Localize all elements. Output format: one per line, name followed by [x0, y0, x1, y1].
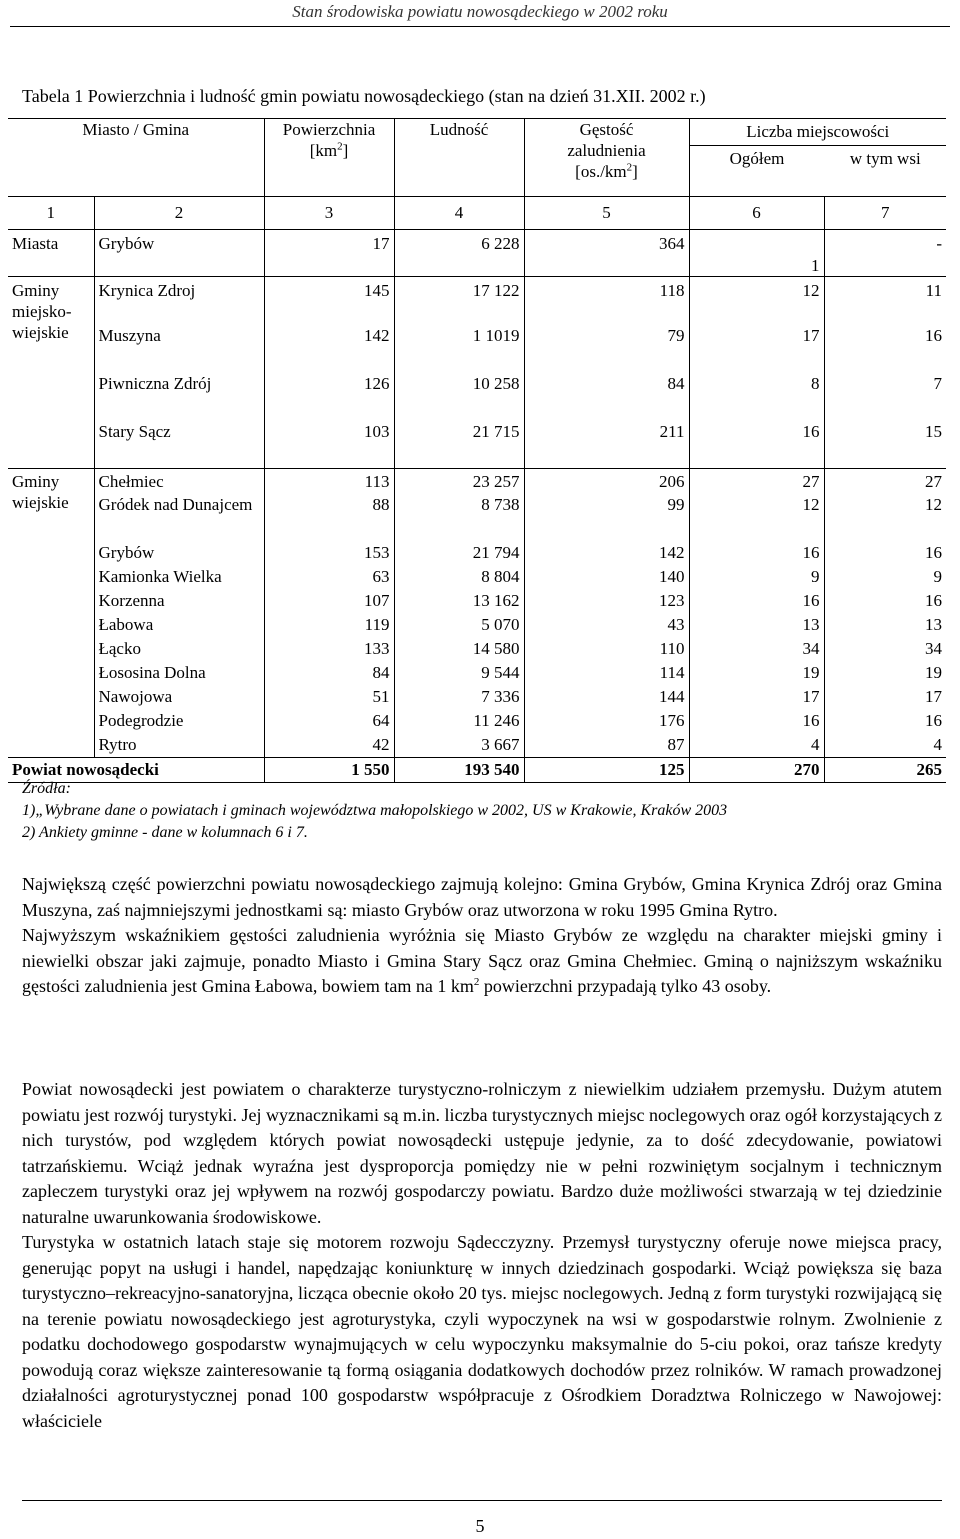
table-row: Miasta Grybów 17 6 228 364 1 - [8, 230, 946, 277]
table-row: Piwniczna Zdrój 126 10 258 84 8 7 [8, 373, 946, 421]
header-villages: w tym wsi [849, 149, 921, 168]
group-wiejskie: Gminy wiejskie [8, 469, 94, 758]
table-row: Łososina Dolna 84 9 544 114 19 19 [8, 661, 946, 685]
table-row: Łabowa 119 5 070 43 13 13 [8, 613, 946, 637]
group-miejsko-wiejskie: Gminy miejsko-wiejskie [8, 277, 94, 469]
paragraph-density: Najwyższym wskaźnikiem gęstości zaludnienia wyróżnia się Miasto Grybów ze względu na charakter miejski gminy i niewielki obszar jaki zajmuje, ponadto Miasto i Gmina Stary Sącz oraz Gmina Chełmiec. Gminą o najniższym wskaźniku gęstości zaludnienia jest Gmina Łabowa, bowiem tam na 1 $km^2$ powierzchni przypadają tylko 43 osoby. [22, 925, 942, 996]
paragraph-area: Największą część powierzchni powiatu nowosądeckiego zajmują kolejno: Gmina Grybów, Gmina Krynica Zdrój oraz Gmina Muszyna, zaś najmniejszymi jednostkami są: miasto Grybów oraz utworzona w roku 1995 Gmina Rytro. [22, 874, 942, 920]
table-row: Gródek nad Dunajcem 88 8 738 99 12 12 [8, 493, 946, 541]
table-row: Stary Sącz 103 21 715 211 16 15 [8, 421, 946, 469]
running-header: Stan środowiska powiatu nowosądeckiego w 2002 roku [292, 2, 668, 21]
table-row: Rytro 42 3 667 87 4 4 [8, 733, 946, 758]
source-line-2: 2) Ankiety gminne - dane w kolumnach 6 i 7. [22, 824, 308, 841]
table-row: Kamionka Wielka 63 8 804 140 9 9 [8, 565, 946, 589]
paragraph-block-2 [22, 1077, 942, 1434]
source-line-1: 1)„Wybrane dane o powiatach i gminach województwa małopolskiego w 2002, US w Krakowie, Kraków 2003 [22, 802, 728, 819]
sources-title: Źródła: [22, 780, 71, 797]
table-row: Muszyna 142 1 1019 79 17 16 [8, 325, 946, 373]
header-population: Ludność [394, 119, 524, 197]
table-row: Gminy miejsko-wiejskie Krynica Zdroj 145 17 122 118 12 11 [8, 277, 946, 325]
table-row: Podegrodzie 64 11 246 176 16 16 [8, 709, 946, 733]
total-row: Powiat nowosądecki 1 550 193 540 125 270 265 [8, 757, 946, 782]
page-number: 5 [475, 1516, 485, 1536]
paragraph-agrotourism: Turystyka w ostatnich latach staje się motorem rozwoju Sądecczyzny. Przemysł turystyczny oferuje nowe miejsca pracy, generując popyt na usługi i handel, napędzając koniunkturę w innych dziedzinach gospodarki. Wciąż powiększa się baza turystyczno–rekreacyjno-sanatoryjna, licząca obecnie około 20 tys. miejsc noclegowych. Jedną z form turystyki rozwijającą się na terenie powiatu nowosądeckiego jest agroturystyka, czyli wypoczynek na wsi w gospodarstwie rolnym. Zwolnienie z podatku dochodowego gospodarstw wynajmujących w celu wypoczynku maksymalnie do 5-ciu pokoi, oraz tańsze kredyty powodują coraz większe zainteresowanie tą formą osiągania dodatkowych dochodów przez rolników. W ramach prowadzonej działalności agroturystycznej ponad 100 gospodarstw współpracuje z Ośrodkiem Doradztwa Rolniczego w Nawojowej: właściciele [22, 1232, 942, 1431]
footer-rule [22, 1500, 942, 1501]
table-row: Łącko 133 14 580 110 34 34 [8, 637, 946, 661]
table-caption: Tabela 1 Powierzchnia i ludność gmin powiatu nowosądeckiego (stan na dzień 31.XII. 2002 r.) [22, 86, 706, 106]
header-area: Powierzchnia $[km^2]$ [264, 119, 394, 197]
table-row: Korzenna 107 13 162 123 16 16 [8, 589, 946, 613]
paragraph-tourism: Powiat nowosądecki jest powiatem o charakterze turystyczno-rolniczym z niewielkim udziałem przemysłu. Dużym atutem powiatu jest rozwój turystyki. Jej wyznacznikami są m.in. liczba turystycznych miejsc noclegowych oraz ogół korzystających z nich turystów, pod względem których powiat nowosądecki ustępuje jedynie, za to dość zdecydowanie, powiatowi tatrzańskiemu. Wciąż jednak wyraźna jest dysproporcja pomiędzy nie w pełni rozwiniętym socjalnym i technicznym zapleczem turystyki oraz jej wpływem na rozwój gospodarczy powiatu. Bardzo duże możliwości stwarzają w tej dziedzinie naturalne uwarunkowania środowiskowe. [22, 1079, 942, 1227]
group-miasta: Miasta [8, 230, 94, 277]
table-row: Nawojowa 51 7 336 144 17 17 [8, 685, 946, 709]
header-city: Miasto / Gmina [8, 119, 264, 197]
header-localities: Liczba miejscowości Ogółem w tym wsi [689, 119, 946, 197]
header-density: Gęstość zaludnienia $[os./km^2]$ [524, 119, 689, 197]
sources-note [22, 778, 727, 844]
header-rule [10, 26, 950, 27]
population-table [8, 118, 946, 783]
table-row: Gminy wiejskie Chełmiec 113 23 257 206 27 27 [8, 469, 946, 493]
paragraph-block-1 [22, 872, 942, 1000]
column-number-row: 1 2 3 4 5 6 7 [8, 197, 946, 230]
header-total: Ogółem [729, 149, 785, 168]
table-row: Grybów 153 21 794 142 16 16 [8, 541, 946, 565]
